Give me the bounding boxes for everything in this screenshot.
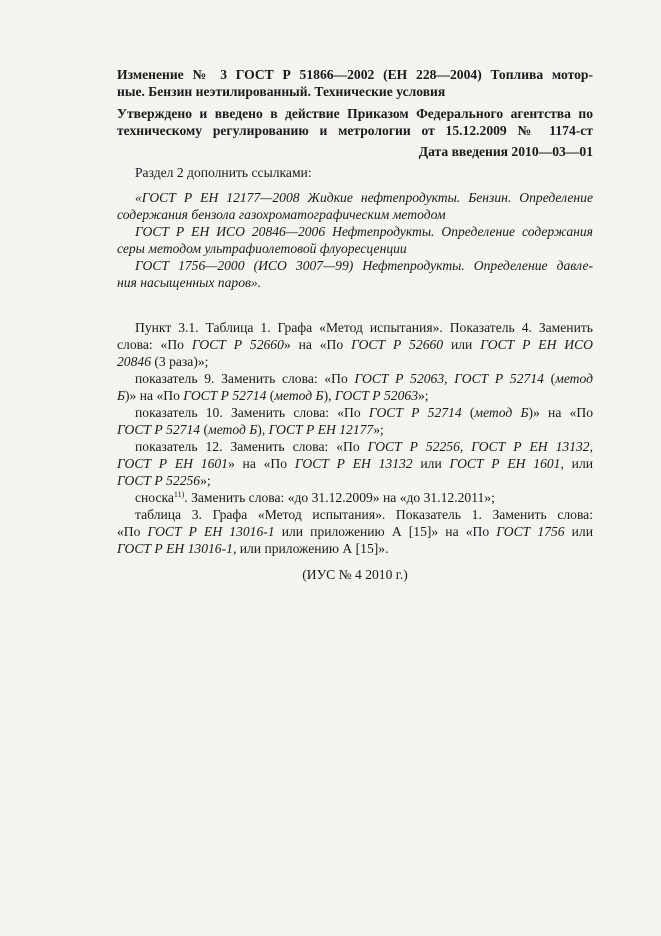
p3-text: »; <box>373 422 384 437</box>
p2-ref: Б <box>117 388 126 403</box>
p2-text: ), <box>323 388 335 403</box>
p1-text: или <box>443 337 481 352</box>
p4-ref: ГОСТ Р ЕН 1601 <box>117 456 228 471</box>
p2-text: ( <box>266 388 275 403</box>
p2-ref: ГОСТ Р 52714 <box>183 388 267 403</box>
p3-text: ), <box>257 422 269 437</box>
p4-text: »; <box>200 473 211 488</box>
p3-text: показатель 10. Заменить слова: «По <box>135 405 369 420</box>
p2-ref: метод Б <box>274 388 324 403</box>
approval-line-1: Утверждено и введено в действие Приказом Федерального агентства по <box>117 106 593 121</box>
p4-line-3 <box>117 472 593 489</box>
p6-ref: ГОСТ 1756 <box>496 524 565 539</box>
source-note: (ИУС № 4 2010 г.) <box>302 567 408 582</box>
p4-text: показатель 12. Заменить слова: «По <box>135 439 368 454</box>
p6-line-2 <box>117 523 593 540</box>
p4-text: или <box>412 456 450 471</box>
p1-ref: ГОСТ Р 52660 <box>191 337 284 352</box>
ref1-text-1: «ГОСТ Р ЕН 12177—2008 Жидкие нефтепродукты. Бензин. Определение <box>135 190 593 205</box>
p5-text: . Заменить слова: «до 31.12.2009» на «до 31.12.2011»; <box>184 490 495 505</box>
p1-ref: ГОСТ Р 52660 <box>351 337 444 352</box>
p3-ref: ГОСТ Р ЕН 12177 <box>268 422 374 437</box>
p6-ref: ГОСТ Р ЕН 13016-1 <box>117 541 233 556</box>
p3-line-2 <box>117 421 593 438</box>
p1-ref: 20846 <box>117 354 151 369</box>
p1-text: (3 раза)»; <box>150 354 209 369</box>
p4-ref: ГОСТ Р ЕН 13132 <box>294 456 413 471</box>
p4-ref: ГОСТ Р 52256, ГОСТ Р ЕН 13132, <box>367 439 593 454</box>
p2-text: »; <box>418 388 429 403</box>
p2-ref: ГОСТ Р 52063, ГОСТ Р 52714 <box>354 371 544 386</box>
ref2-line-1 <box>117 223 593 240</box>
p6-ref: ГОСТ Р ЕН 13016-1 <box>147 524 275 539</box>
p2-ref: ГОСТ Р 52063 <box>334 388 418 403</box>
p1-line-1: Пункт 3.1. Таблица 1. Графа «Метод испытания». Показатель 4. Заменить <box>135 320 593 335</box>
p3-ref: метод Б <box>208 422 258 437</box>
p1-line-2 <box>117 336 593 353</box>
p4-line-1 <box>117 438 593 455</box>
footnote-marker: 11) <box>173 490 185 499</box>
p5-text: сноска <box>135 490 174 505</box>
p3-ref: ГОСТ Р 52714 <box>368 405 462 420</box>
p1-text: » на «По <box>283 337 352 352</box>
ref3-line-2 <box>117 274 593 291</box>
p2-line-2 <box>117 387 593 404</box>
ref1-line-2 <box>117 206 593 223</box>
p6-text: или <box>564 524 593 539</box>
ref3-text-2: ния насыщенных паров». <box>117 275 262 290</box>
approval-line-2: техническому регулированию и метрологии от 15.12.2009 № 1174-ст <box>117 123 593 138</box>
p6-line-1: таблица 3. Графа «Метод испытания». Показатель 1. Заменить слова: <box>135 507 593 522</box>
p4-text: , или <box>560 456 593 471</box>
ref2-line-2 <box>117 240 593 257</box>
p4-ref: ГОСТ Р 52256 <box>117 473 201 488</box>
p6-text: , или приложению А [15]». <box>232 541 389 556</box>
p2-text: показатель 9. Заменить слова: «По <box>135 371 355 386</box>
ref3-text-1: ГОСТ 1756—2000 (ИСО 3007—99) Нефтепродукты. Определение давле- <box>135 258 593 273</box>
p1-line-3 <box>117 353 593 370</box>
p3-ref: метод Б <box>474 405 529 420</box>
effective-date: Дата введения 2010—03—01 <box>418 144 593 159</box>
amendment-title-line-1: Изменение № 3 ГОСТ Р 51866—2002 (ЕН 228—2004) Топлива мотор- <box>117 67 593 82</box>
p2-ref: метод <box>555 371 593 386</box>
ref1-text-2: содержания бензола газохроматографическим методом <box>117 207 446 222</box>
p2-text: ( <box>543 371 556 386</box>
ref3-line-1 <box>117 257 593 274</box>
p3-ref: ГОСТ Р 52714 <box>117 422 201 437</box>
section2-intro: Раздел 2 дополнить ссылками: <box>135 165 312 180</box>
p3-line-1 <box>117 404 593 421</box>
p4-line-2 <box>117 455 593 472</box>
p2-line-1 <box>117 370 593 387</box>
p4-ref: ГОСТ Р ЕН 1601 <box>449 456 561 471</box>
p5-line-1 <box>117 489 593 506</box>
p1-ref: ГОСТ Р ЕН ИСО <box>480 337 593 352</box>
p6-line-3 <box>117 540 593 557</box>
p1-text: слова: «По <box>117 337 192 352</box>
p6-text: или приложению А [15]» на «По <box>274 524 497 539</box>
p3-text: ( <box>461 405 475 420</box>
ref1-line-1 <box>117 189 593 206</box>
ref2-text-1: ГОСТ Р ЕН ИСО 20846—2006 Нефтепродукты. Определение содержания <box>135 224 593 239</box>
ref2-text-2: серы методом ультрафиолетовой флуоресценции <box>117 241 407 256</box>
p6-text: «По <box>117 524 148 539</box>
p2-text: )» на «По <box>125 388 184 403</box>
amendment-title-line-2: ные. Бензин неэтилированный. Технические условия <box>117 84 446 99</box>
p3-text: ( <box>200 422 209 437</box>
p4-text: » на «По <box>227 456 295 471</box>
p3-text: )» на «По <box>528 405 593 420</box>
